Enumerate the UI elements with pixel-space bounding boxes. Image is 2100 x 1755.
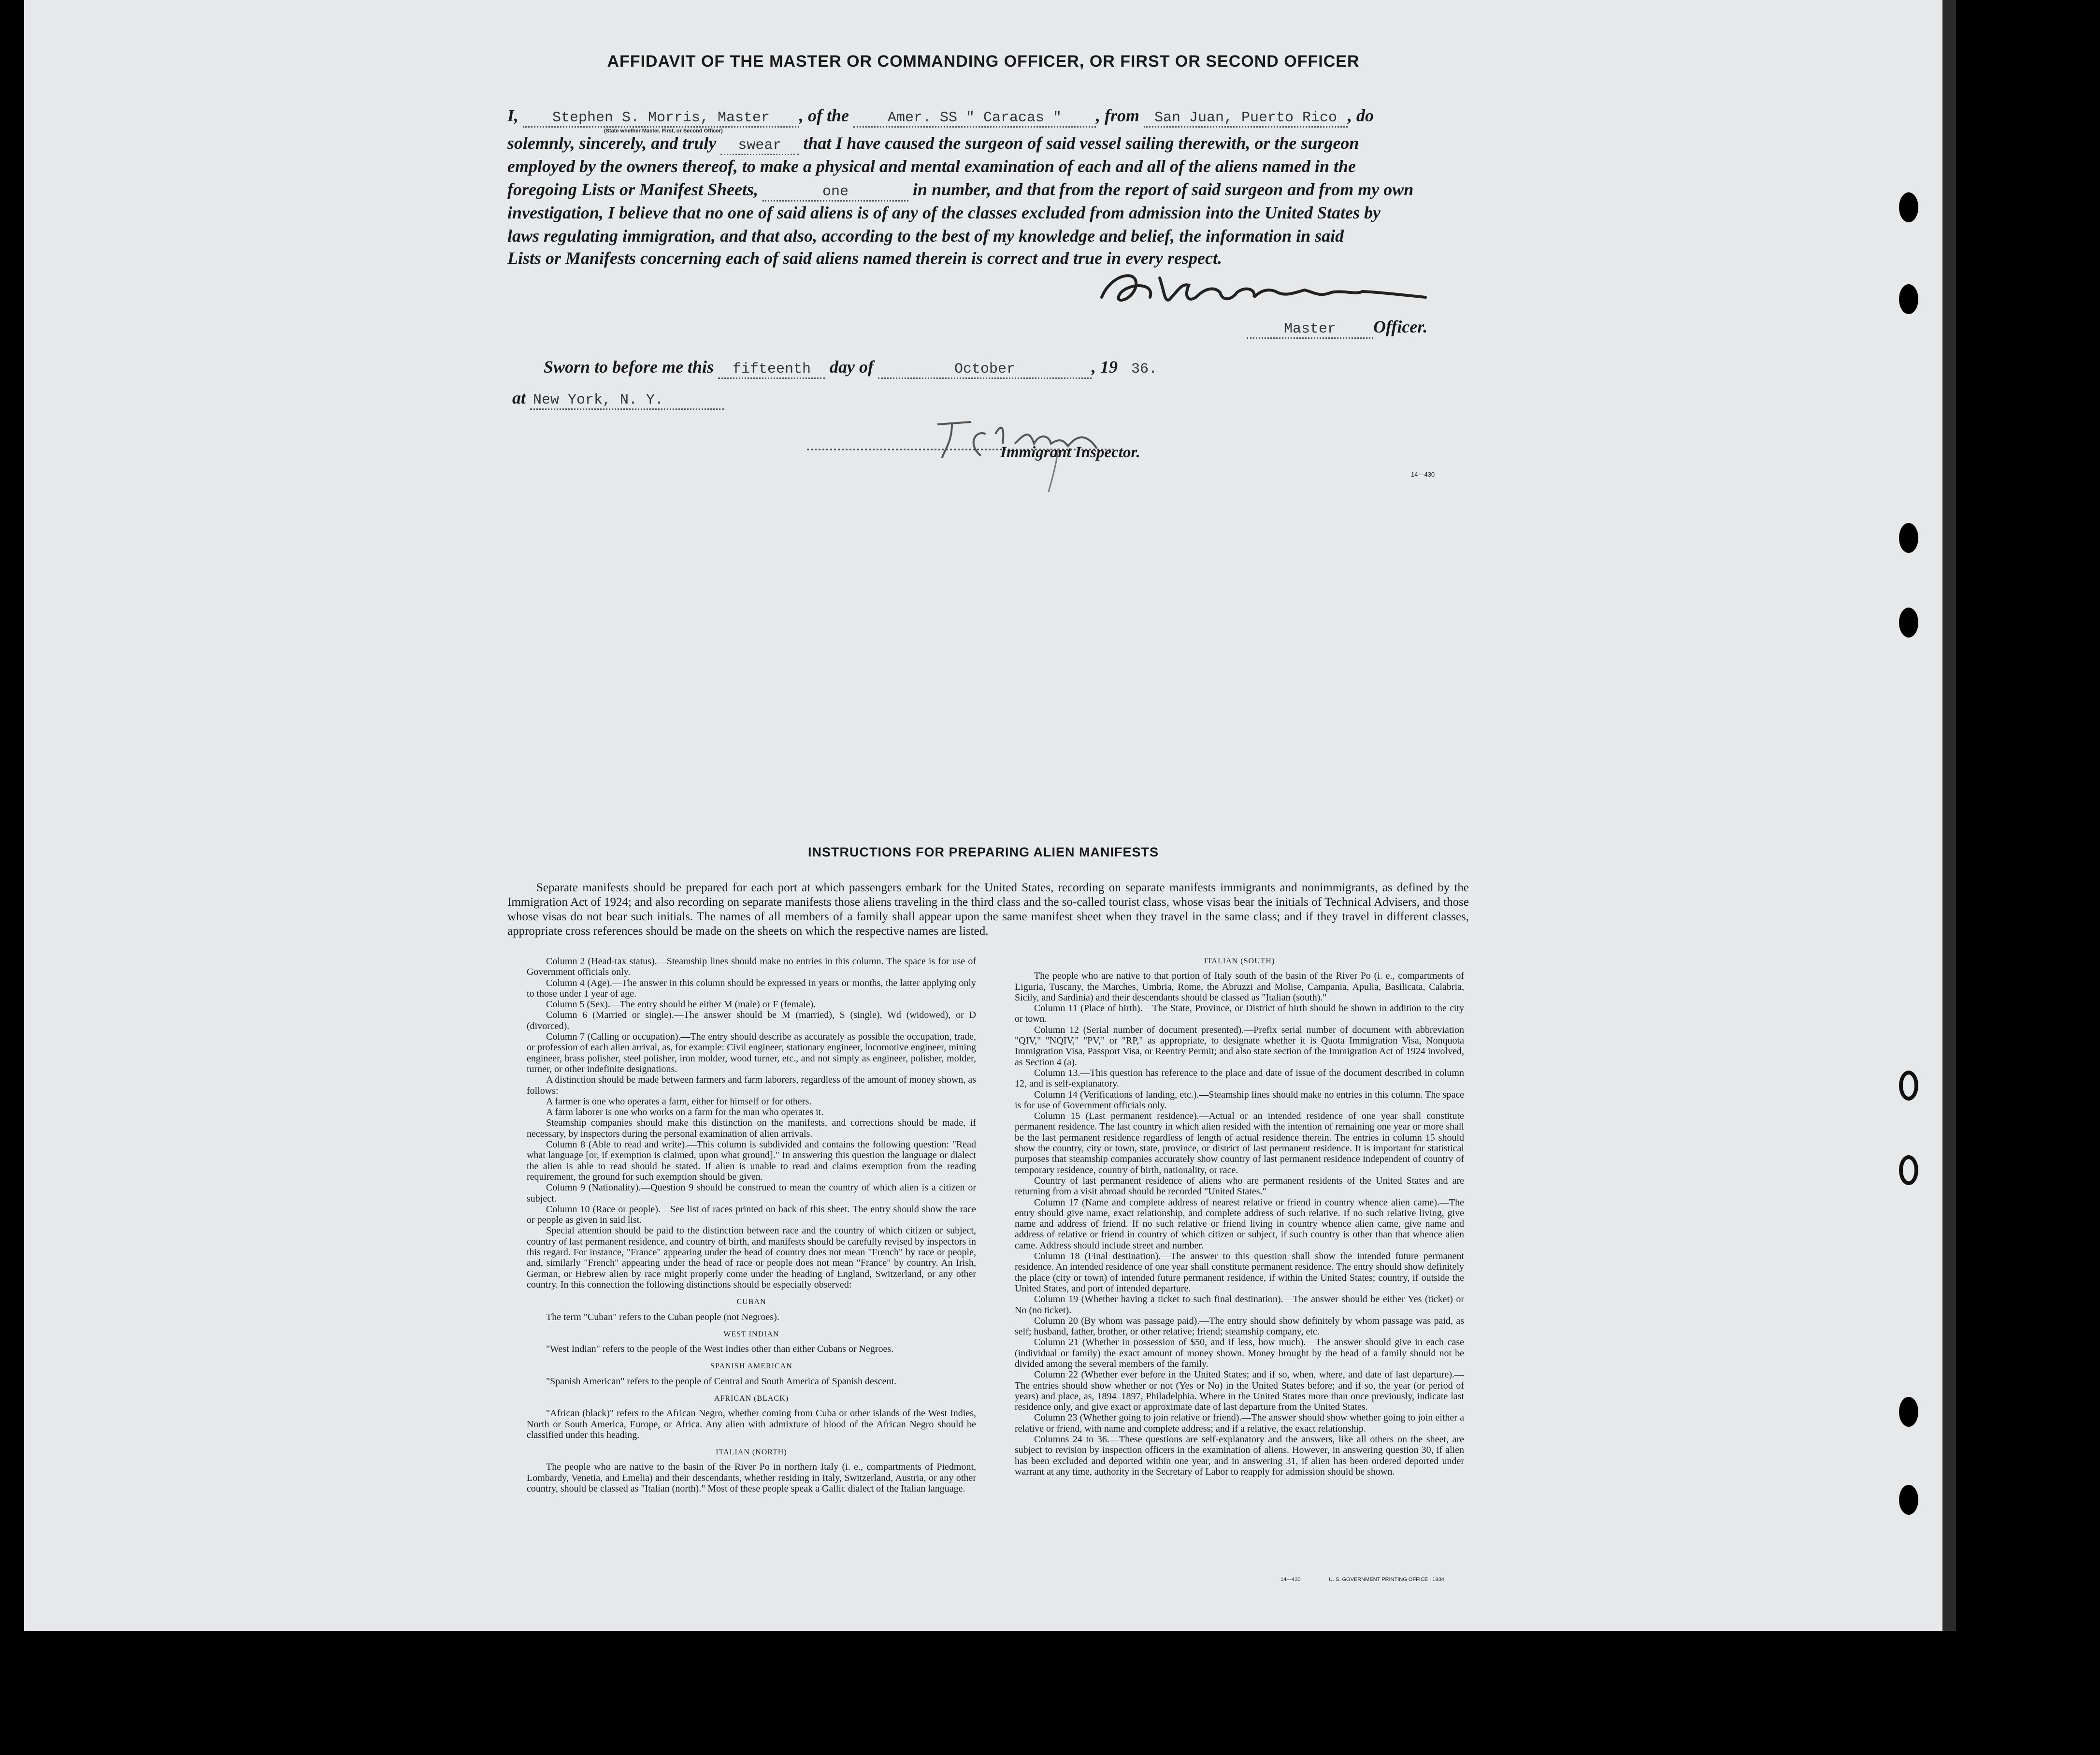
text-at: at bbox=[512, 388, 526, 407]
col24-text: Columns 24 to 36.—These questions are self-explanatory and the answers, like all others on the sheet, are subject to revision by inspection officers in the examination of aliens. However, in answering question 30, if alien has been excluded and deported within one year, and in answering 31, if alien has been ordered deported under warrant at any time, authority in the Secretary of Labor to reapply for admission should be shown. bbox=[1015, 1434, 1464, 1477]
text-of-the: , of the bbox=[799, 106, 849, 125]
col4-text: Column 4 (Age).—The answer in this column should be expressed in years or months, the latter applying only to those under 1 year of age. bbox=[527, 977, 976, 999]
col20-text: Column 20 (By whom was passage paid).—The entry should show definitely by whom passage was paid, as self; husband, father, brother, or other relative; friend; steamship company, etc. bbox=[1015, 1315, 1464, 1337]
affidavit-line-1 bbox=[507, 105, 1374, 128]
sheet-count-field: one bbox=[762, 184, 908, 202]
affidavit-line-4 bbox=[507, 179, 1413, 202]
officer-name-field: Stephen S. Morris, Master bbox=[523, 110, 799, 128]
day-field: fifteenth bbox=[718, 361, 825, 379]
officer-rank-hint: (State whether Master, First, or Second Officer) bbox=[604, 128, 723, 134]
west-indian-text: "West Indian" refers to the people of the West Indies other than either Cubans or Negroes. bbox=[546, 1344, 894, 1355]
col23-text: Column 23 (Whether going to join relative or friend).—The answer should show whether going to join either a relative or friend, with name and complete address; and if a relative, the exact relationship. bbox=[1015, 1412, 1464, 1434]
african-heading: AFRICAN (BLACK) bbox=[714, 1394, 789, 1403]
affidavit-line-5: investigation, I believe that no one of said aliens is of any of the classes excluded from admission into the United States by bbox=[507, 203, 1381, 222]
binder-hole bbox=[1899, 192, 1918, 222]
col22-text: Column 22 (Whether ever before in the United States; and if so, when, where, and date of last departure).—The entries should show whether or not (Yes or No) in the United States before; and if so, the year (or period of years) and place, as, 1894–1897, Philadelphia. Where in the United States more than once previously, indicate last residence only, and give exact or approximate date of last departure from the United States. bbox=[1015, 1369, 1464, 1413]
oath-field: swear bbox=[720, 137, 799, 155]
col14-text: Column 14 (Verifications of landing, etc.).—Steamship lines should make no entries in this column. The space is for use of Government officials only. bbox=[1015, 1089, 1464, 1111]
binder-hole bbox=[1899, 608, 1918, 638]
text-line2: that I have caused the surgeon of said vessel sailing therewith, or the surgeon bbox=[803, 133, 1359, 153]
cuban-text: The term "Cuban" refers to the Cuban people (not Negroes). bbox=[546, 1311, 779, 1322]
affidavit-title: AFFIDAVIT OF THE MASTER OR COMMANDING OFFICER, OR FIRST OR SECOND OFFICER bbox=[607, 52, 1360, 71]
binder-hole bbox=[1899, 284, 1918, 314]
footer-form-number: 14—430 bbox=[1280, 1577, 1301, 1582]
col7-text: Column 7 (Calling or occupation).—The entry should describe as accurately as possible the occupation, trade, or profession of each alien arrival, as, for example: Civil engineer, stationary engineer, locomotive engineer, mining engineer, brass polisher, steel polisher, iron molder, wood turner, etc., and not simply as engineer, polisher, molder, turner, or other indefinite designations. bbox=[527, 1031, 976, 1074]
affidavit-line-7: Lists or Manifests concerning each of said aliens named therein is correct and true in every respect. bbox=[507, 248, 1222, 268]
text-line4b: in number, and that from the report of said surgeon and from my own bbox=[913, 180, 1414, 199]
text-i: I, bbox=[507, 106, 519, 125]
sworn-line bbox=[544, 357, 1166, 379]
text-line4a: foregoing Lists or Manifest Sheets, bbox=[507, 180, 759, 199]
master-signature bbox=[1092, 263, 1430, 317]
year-field: 36. bbox=[1131, 361, 1158, 377]
farmer-text: A farmer is one who operates a farm, either for himself or for others. bbox=[546, 1096, 812, 1107]
col11-text: Column 11 (Place of birth).—The State, Province, or District of birth should be shown in addition to the city or town. bbox=[1015, 1003, 1464, 1025]
manifest-page bbox=[24, 0, 1942, 1631]
inspector-label: Immigrant Inspector. bbox=[1000, 444, 1140, 461]
steamship-text: Steamship companies should make this distinction on the manifests, and corrections should be made, if necessary, by inspectors during the personal examination of alien arrivals. bbox=[527, 1117, 976, 1139]
col15-text: Column 15 (Last permanent residence).—Actual or an intended residence of one year shall constitute permanent residence. The last country in which alien resided with the intention of remaining one year or more shall be the last permanent residence regardless of length of actual residence therein. The entries in column 15 should show the country, city or town, state, province, or district of last permanent residence. It is important for statistical purposes that steamship companies accurately show country of last permanent residence independent of country of temporary residence, country of birth, nationality, or race. bbox=[1015, 1111, 1464, 1175]
binder-hole bbox=[1899, 1397, 1918, 1427]
col6-text: Column 6 (Married or single).—The answer should be M (married), S (single), Wd (widowed), or D (divorced). bbox=[527, 1010, 976, 1031]
west-indian-heading: WEST INDIAN bbox=[723, 1330, 779, 1338]
page-edge bbox=[1942, 0, 1956, 1631]
vessel-field: Amer. SS " Caracas " bbox=[853, 110, 1096, 128]
col12-text: Column 12 (Serial number of document presented).—Prefix serial number of document with abbreviation "QIV," "NQIV," "PV," or "RP," as appropriate, to designate whether it is Quota Immigration Visa, Nonquota Immigration Visa, Passport Visa, or Reentry Permit; and also state section of the Immigration Act of 1924 involved, as Section 4 (a). bbox=[1015, 1024, 1464, 1068]
month-field: October bbox=[878, 361, 1092, 379]
text-nineteen: , 19 bbox=[1092, 357, 1118, 377]
binder-hole bbox=[1899, 523, 1918, 553]
italian-south-text: The people who are native to that portion of Italy south of the basin of the River Po (i. e., compartments of Liguria, Tuscany, the Marches, Umbria, Rome, the Abruzzi and Molise, Campania, Apulia, Basilicata, Calabria, Sicily, and Sardinia) and their descendants should be classed as "Italian (south)." bbox=[1015, 971, 1464, 1003]
affidavit-line-6: laws regulating immigration, and that also, according to the best of my knowledge and belief, the information in said bbox=[507, 226, 1344, 246]
form-number-top: 14—430 bbox=[1411, 471, 1435, 478]
col5-text: Column 5 (Sex).—The entry should be either M (male) or F (female). bbox=[546, 999, 816, 1010]
country-text: Country of last permanent residence of aliens who are permanent residents of the United States and are returning from a visit abroad should be recorded "United States." bbox=[1015, 1175, 1464, 1197]
text-day-of: day of bbox=[830, 357, 874, 377]
officer-rank-line bbox=[1247, 317, 1427, 339]
col21-text: Column 21 (Whether in possession of $50, and if less, how much).—The answer should give in each case (individual or family) the exact amount of money shown. Money brought by the head of a family should not be divided among the several members of the family. bbox=[1015, 1337, 1464, 1369]
binder-hole bbox=[1899, 1071, 1918, 1101]
laborer-text: A farm laborer is one who works on a farm for the man who operates it. bbox=[546, 1107, 824, 1118]
col18-text: Column 18 (Final destination).—The answer to this question shall show the intended future permanent residence. An intended residence of one year shall constitute permanent residence. The entry should show definitely the place (city or town) of intended future permanent residence, if within the United States; country, if outside the United States, and port of intended departure. bbox=[1015, 1251, 1464, 1294]
place-line bbox=[512, 388, 724, 410]
cuban-heading: CUBAN bbox=[736, 1298, 766, 1306]
officer-label: Officer. bbox=[1373, 317, 1428, 336]
col10-text: Column 10 (Race or people).—See list of races printed on back of this sheet. The entry should show the race or people as given in said list. bbox=[527, 1204, 976, 1226]
affidavit-line-2 bbox=[507, 133, 1359, 155]
italian-south-heading: ITALIAN (SOUTH) bbox=[1204, 957, 1275, 965]
instructions-title: INSTRUCTIONS FOR PREPARING ALIEN MANIFESTS bbox=[807, 845, 1159, 859]
affidavit-line-3: employed by the owners thereof, to make a physical and mental examination of each and all of the aliens named in the bbox=[507, 157, 1356, 176]
binder-hole bbox=[1899, 1485, 1918, 1515]
text-sworn: Sworn to before me this bbox=[544, 357, 714, 377]
instructions-left-column bbox=[527, 956, 976, 1494]
italian-north-heading: ITALIAN (NORTH) bbox=[716, 1448, 787, 1457]
instructions-right-column bbox=[1015, 956, 1464, 1477]
text-solemnly: solemnly, sincerely, and truly bbox=[507, 133, 717, 153]
text-from: , from bbox=[1096, 106, 1140, 125]
col8-text: Column 8 (Able to read and write).—This column is subdivided and contains the following question: "Read what language [or, if exemption is claimed, upon what ground]." In answering this question the language or dialect the alien is able to read should be stated. If alien is unable to read and claims exemption from the reading requirement, the ground for such exemption should be given. bbox=[527, 1139, 976, 1182]
farmers-text: A distinction should be made between farmers and farm laborers, regardless of the amount of money shown, as follows: bbox=[527, 1074, 976, 1096]
binder-hole bbox=[1899, 1155, 1918, 1185]
text-do: , do bbox=[1348, 106, 1374, 125]
col13-text: Column 13.—This question has reference to the place and date of issue of the document described in column 12, and is self-explanatory. bbox=[1015, 1067, 1464, 1089]
spanish-american-text: "Spanish American" refers to the people of Central and South America of Spanish descent. bbox=[546, 1376, 897, 1387]
rank-field: Master bbox=[1247, 321, 1373, 339]
instructions-intro: Separate manifests should be prepared for each port at which passengers embark for the United States, recording on separate manifests immigrants and nonimmigrants, as defined by the Immigration Act of 1924; and also recording on separate manifests those aliens traveling in the third class and the so-called tourist class, whose visas bear the initials of Technical Advisers, and those whose visas do not bear such initials. The names of all members of a family shall appear upon the same manifest sheet when they travel in the same class; and if they travel in different classes, appropriate cross references should be made on the sheets on which the respective names are listed. bbox=[507, 881, 1469, 938]
italian-north-text: The people who are native to the basin of the River Po in northern Italy (i. e., compartments of Piedmont, Lombardy, Venetia, and Emelia) and their descendants, whether residing in Italy, Switzerland, Austria, or any other country, should be classed as "Italian (north)." Most of these people speak a Gallic dialect of the Italian language. bbox=[527, 1462, 976, 1494]
place-field: New York, N. Y. bbox=[530, 392, 724, 410]
col17-text: Column 17 (Name and complete address of nearest relative or friend in country whence alien came).—The entry should give name, exact relationship, and complete address of such relative. If no such relative living, give name and address of friend. If no such relative or friend living in country whence alien came, give name and address of relative or friend in country of which citizen or subject, if such country is other than that whence alien came. Address should include street and number. bbox=[1015, 1197, 1464, 1251]
special-text: Special attention should be paid to the distinction between race and the country of which citizen or subject, country of last permanent residence, and country of birth, and manifests should be carefully revised by inspectors in this regard. For instance, "France" appearing under the head of country does not mean "French" by race or people, and, similarly "French" appearing under the head of race or people does not mean "France" by country. An Irish, German, or Hebrew alien by race might properly come under the heading of England, Switzerland, or any other country. In this connection the following distinctions should be especially observed: bbox=[527, 1225, 976, 1290]
col19-text: Column 19 (Whether having a ticket to such final destination).—The answer should be either Yes (ticket) or No (no ticket). bbox=[1015, 1294, 1464, 1316]
col9-text: Column 9 (Nationality).—Question 9 should be construed to mean the country of which alien is a citizen or subject. bbox=[527, 1182, 976, 1204]
origin-port-field: San Juan, Puerto Rico bbox=[1144, 110, 1348, 128]
spanish-american-heading: SPANISH AMERICAN bbox=[710, 1362, 792, 1371]
african-text: "African (black)" refers to the African Negro, whether coming from Cuba or other islands of the West Indies, North or South America, Europe, or Africa. Any alien with admixture of blood of the African Negro should be classified under this heading. bbox=[527, 1408, 976, 1440]
col2-text: Column 2 (Head-tax status).—Steamship lines should make no entries in this column. The space is for use of Government officials only. bbox=[527, 956, 976, 978]
footer-printer: U. S. GOVERNMENT PRINTING OFFICE : 1934 bbox=[1329, 1577, 1444, 1582]
